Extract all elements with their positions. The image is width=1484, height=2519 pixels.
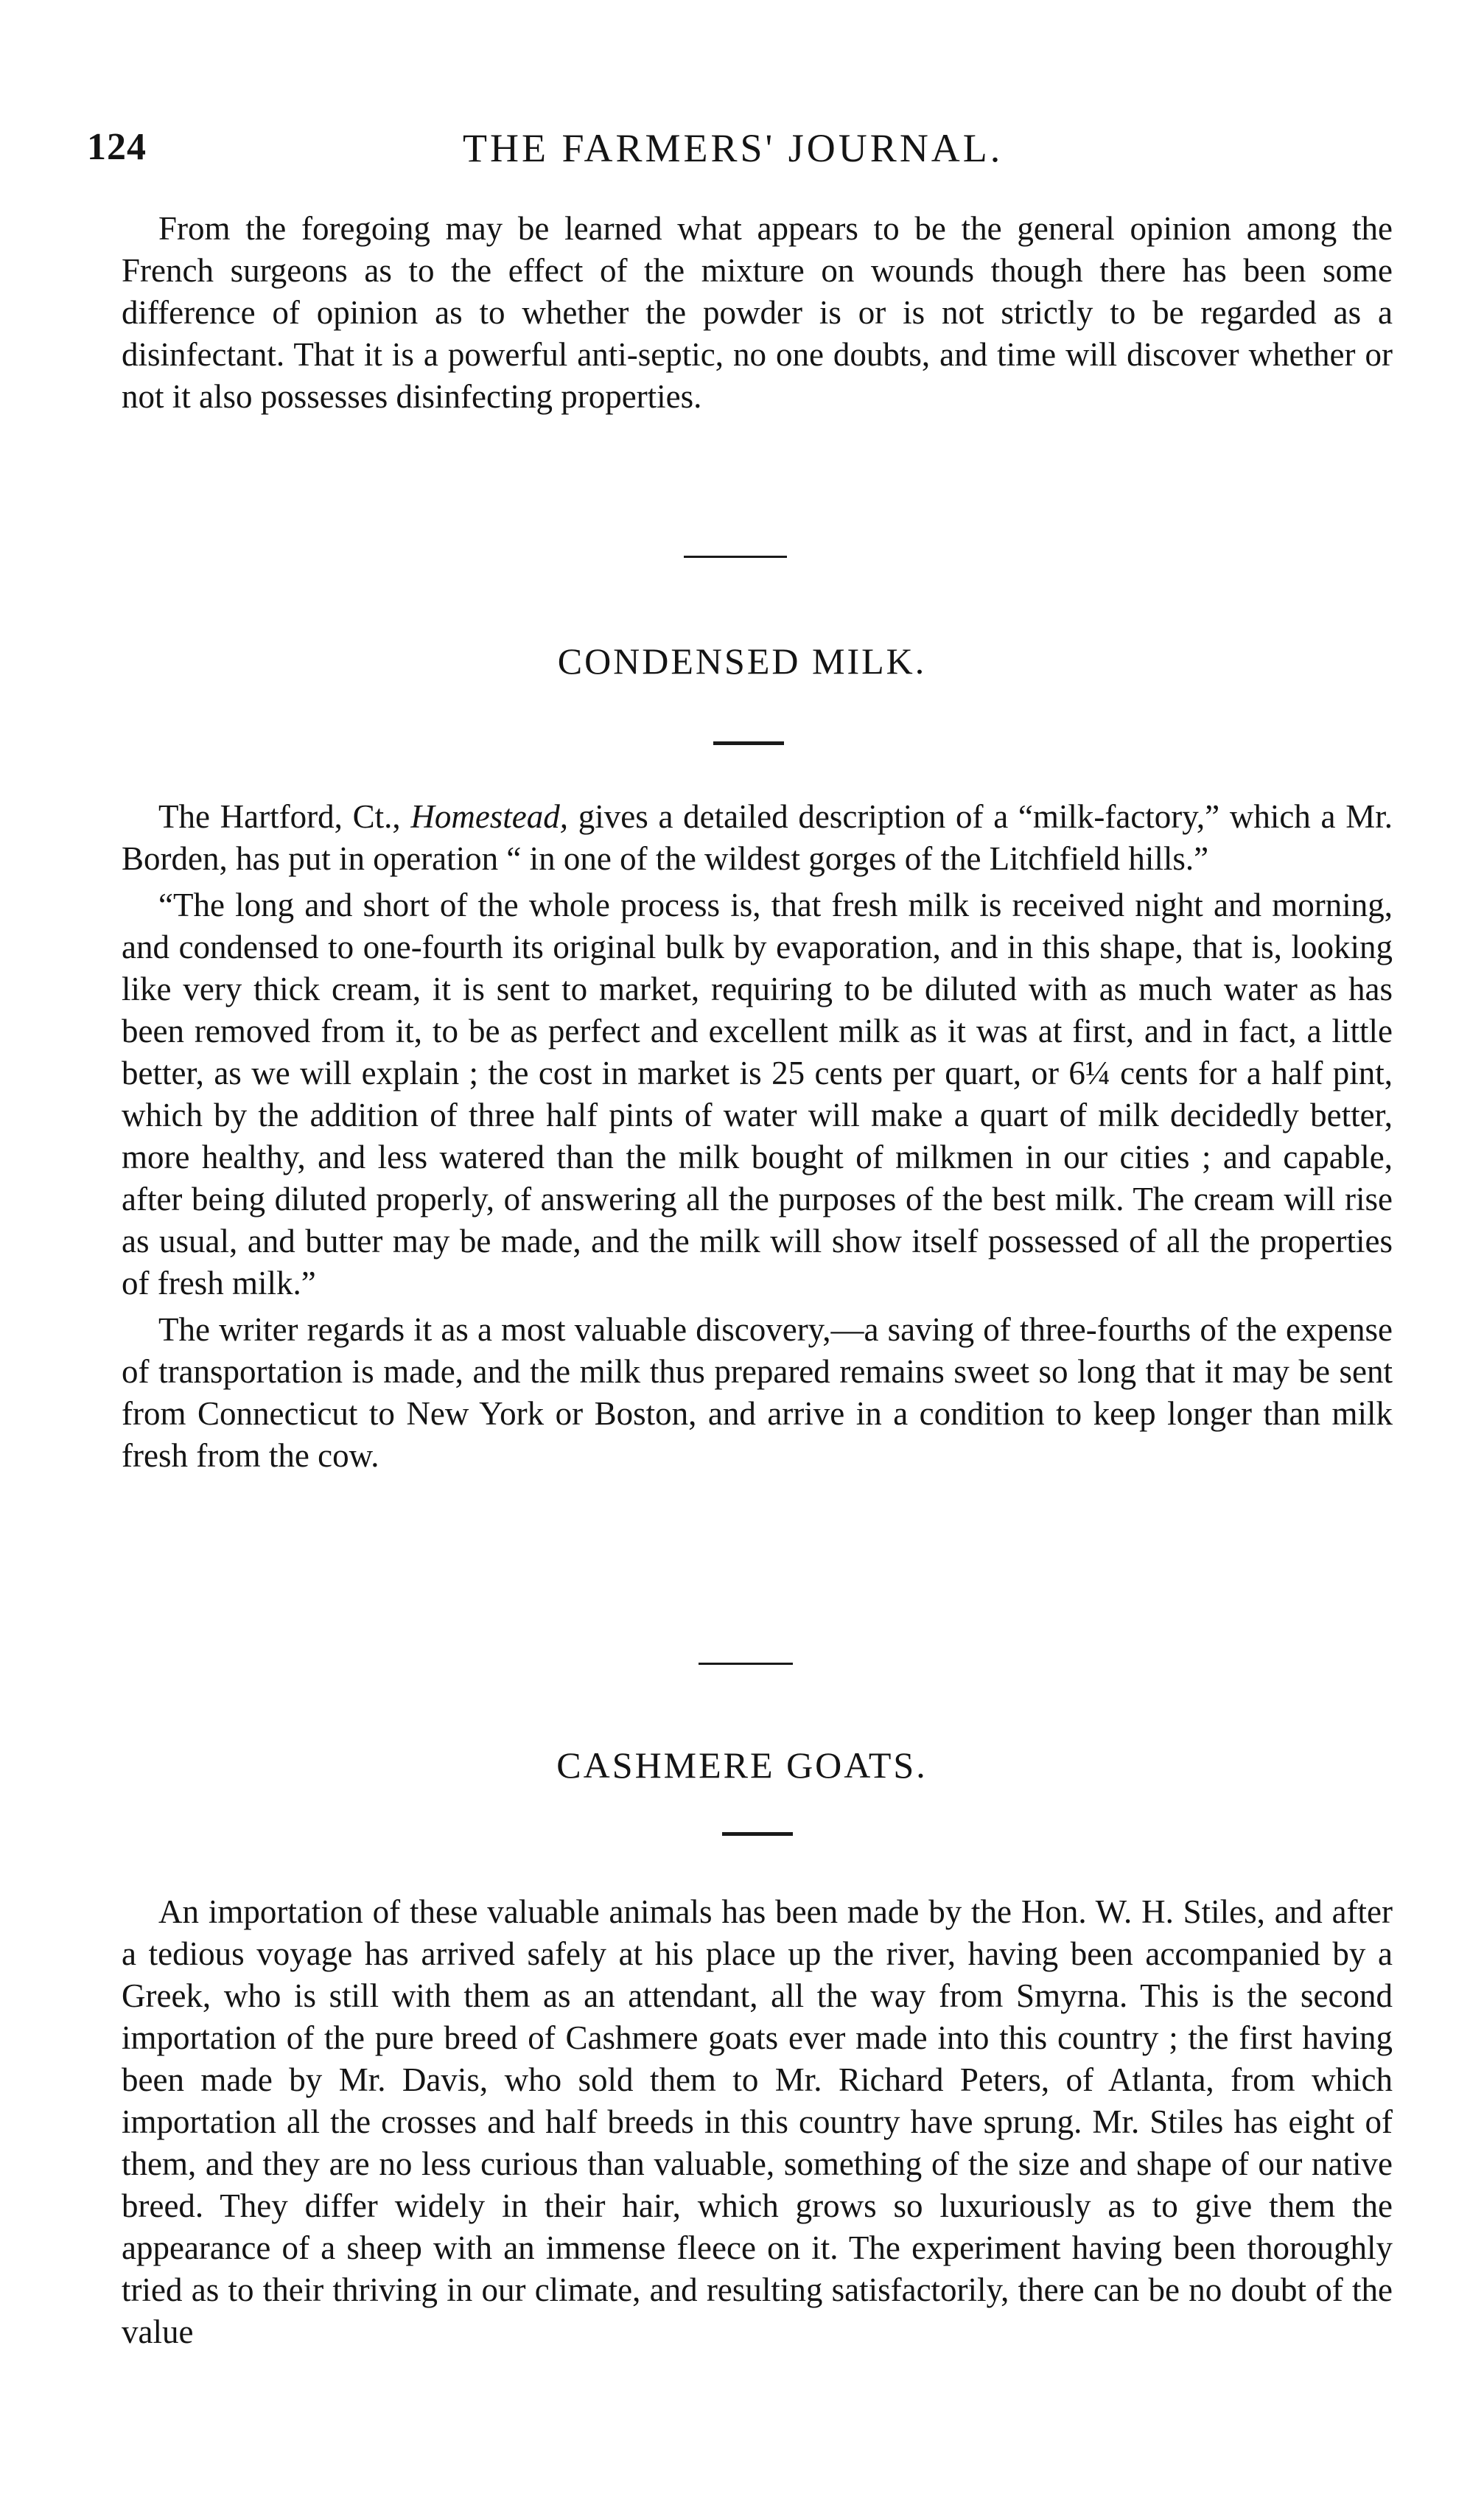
condensed-milk-paragraph-2: “The long and short of the whole process is, that fresh milk is received night and morning, and condensed to one-fourth its original bulk by evaporation, and in this shape, that is, looking like very thick cream, it is sent to market, requiring to be diluted with as much water as has been removed from it, to be as perfect and excellent milk as it was at first, and in fact, a little better, as we will explain ; the cost in market is 25 cents per quart, or 6¼ cents for a half pint, which by the addition of three half pints of water will make a quart of milk decidedly better, more healthy, and less watered than the milk bought of milkmen in our cities ; and capable, after being diluted properly, of answering all the purposes of the best milk. The cream will rise as usual, and butter may be made, and the milk will show itself possessed of all the properties of fresh milk.” (122, 887, 1393, 1302)
cashmere-goats-paragraph-1: An importation of these valuable animals has been made by the Hon. W. H. Stiles, and after a tedious voyage has arrived safely at his place up the river, having been accompanied by a Greek, who is still with them as an attendant, all the way from Smyrna. This is the second importation of the pure breed of Cashmere goats ever made into this country ; the first having been made by Mr. Davis, who sold them to Mr. Richard Peters, of Atlanta, from which importation all the crosses and half breeds in this country have sprung. Mr. Stiles has eight of them, and they are no less curious than valuable, something of the size and shape of our native breed. They differ widely in their hair, which grows so luxuriously as to give them the appearance of a sheep with an immense fleece on it. The experiment having been thoroughly tried as to their thriving in our climate, and resulting satisfactorily, there can be no doubt of the value (122, 1893, 1393, 2350)
p1-text-after: gives a detailed description of a “milk-factory,” which a Mr. Borden, has put in operation “ in one of the wildest gorges of the Litchfield hills.” (122, 798, 1393, 877)
title-underline-rule (722, 1832, 793, 1836)
condensed-milk-section (122, 796, 1393, 1481)
intro-section (122, 208, 1393, 422)
cashmere-goats-section (122, 1891, 1393, 2358)
p1-text-before: The Hartford, Ct., (158, 798, 411, 835)
section-divider-long (684, 556, 787, 558)
running-head (87, 125, 1384, 192)
title-underline-rule (713, 741, 784, 745)
condensed-milk-paragraph-3: The writer regards it as a most valuable discovery,—a saving of three-fourths of the expense of transportation is made, and the milk thus prepared remains sweet so long that it may be sent from Connecticut to New York or Boston, and arrive in a condition to keep longer than milk fresh from the cow. (122, 1311, 1393, 1474)
homestead-italic: Homestead, (410, 798, 569, 835)
section-title-cashmere-goats: CASHMERE GOATS. (556, 1744, 928, 1786)
intro-paragraph: From the foregoing may be learned what appears to be the general opinion among the French surgeons as to the effect of the mixture on wounds though there has been some difference of opinion as to whether the powder is or is not strictly to be regarded as a disinfectant. That it is a powerful anti-septic, no one doubts, and time will discover whether or not it also possesses disinfecting properties. (122, 210, 1393, 415)
section-title-condensed-milk: CONDENSED MILK. (557, 640, 927, 682)
journal-title: THE FARMERS' JOURNAL. (463, 126, 1004, 170)
section-divider-long (699, 1663, 793, 1665)
page-number: 124 (87, 126, 147, 168)
condensed-milk-paragraph-1 (122, 796, 1393, 880)
